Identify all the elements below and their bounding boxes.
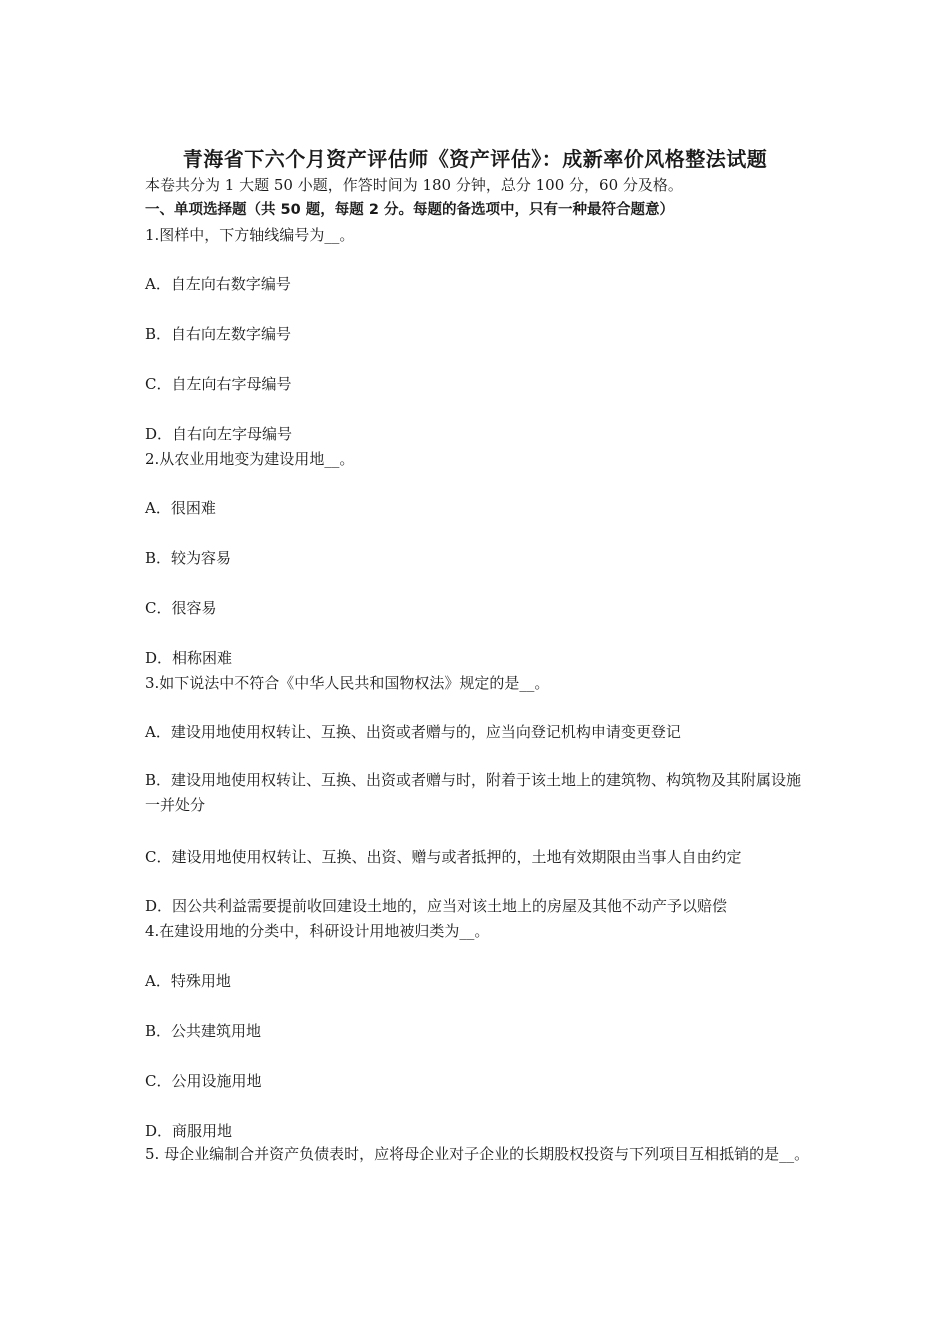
question-option: C．自左向右字母编号 — [145, 375, 292, 393]
question-option: A．特殊用地 — [145, 972, 231, 990]
question-stem: 3.如下说法中不符合《中华人民共和国物权法》规定的是__。 — [145, 674, 550, 692]
section-heading: 一、单项选择题（共 50 题，每题 2 分。每题的备选项中，只有一种最符合题意） — [145, 202, 674, 218]
question-stem: 5. 母企业编制合并资产负债表时，应将母企业对子企业的长期股权投资与下列项目互相抵销的是__。 — [145, 1145, 810, 1163]
question-option: B．较为容易 — [145, 549, 232, 567]
question-option: B．自右向左数字编号 — [145, 325, 292, 343]
question-option: B．公共建筑用地 — [145, 1022, 262, 1040]
question-option: A．很困难 — [145, 499, 216, 517]
exam-intro: 本卷共分为 1 大题 50 小题，作答时间为 180 分钟，总分 100 分，60 分及格。 — [145, 176, 683, 194]
question-option: D．自右向左字母编号 — [145, 425, 293, 443]
question-option: D．商服用地 — [145, 1122, 233, 1140]
document-title: 青海省下六个月资产评估师《资产评估》：成新率价风格整法试题 — [182, 147, 768, 171]
question-option: C．公用设施用地 — [145, 1072, 262, 1090]
question-option: A．自左向右数字编号 — [145, 275, 291, 293]
question-option: D．因公共利益需要提前收回建设土地的，应当对该土地上的房屋及其他不动产予以赔偿 — [145, 897, 728, 915]
question-stem: 4.在建设用地的分类中，科研设计用地被归类为__。 — [145, 922, 490, 940]
question-option: C．建设用地使用权转让、互换、出资、赠与或者抵押的，土地有效期限由当事人自由约定 — [145, 848, 742, 866]
question-option: D．相称困难 — [145, 649, 233, 667]
question-option: A．建设用地使用权转让、互换、出资或者赠与的，应当向登记机构申请变更登记 — [145, 723, 681, 741]
question-option: B．建设用地使用权转让、互换、出资或者赠与时，附着于该土地上的建筑物、构筑物及其附属设施一并处分 — [145, 771, 802, 814]
question-option: C．很容易 — [145, 599, 217, 617]
question-stem: 1.图样中，下方轴线编号为__。 — [145, 226, 355, 244]
question-stem: 2.从农业用地变为建设用地__。 — [145, 450, 355, 468]
